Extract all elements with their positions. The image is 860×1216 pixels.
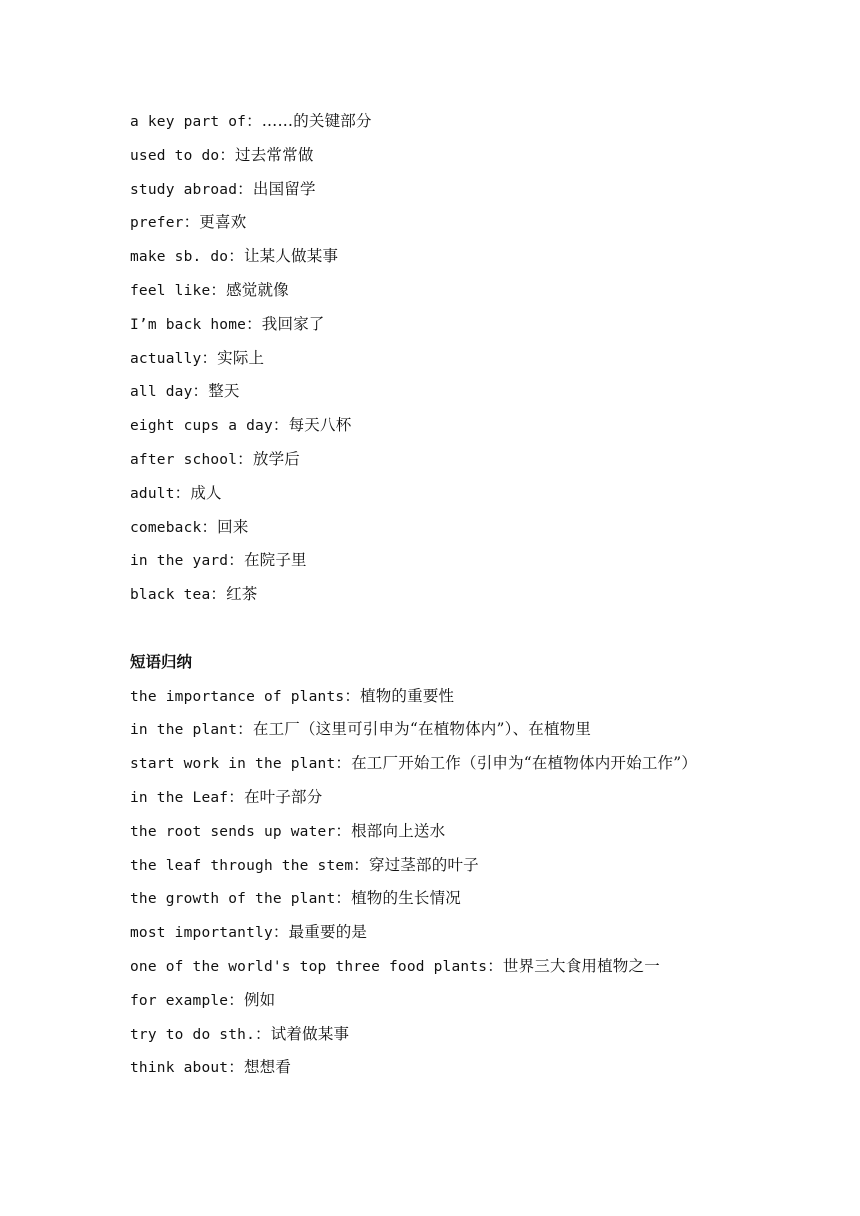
chinese-meaning: 感觉就像 (226, 280, 289, 299)
separator: ： (272, 416, 289, 435)
chinese-meaning: 世界三大食用植物之一 (502, 956, 660, 975)
english-phrase: comeback (130, 519, 202, 536)
chinese-meaning: 红茶 (226, 585, 258, 604)
list-item (130, 312, 820, 346)
list-item (130, 751, 820, 785)
separator: ： (228, 1058, 244, 1077)
list-item (130, 920, 820, 954)
list-item (130, 143, 820, 177)
chinese-meaning: 例如 (243, 990, 276, 1009)
list-item (130, 346, 820, 380)
document-page (130, 109, 820, 1089)
english-phrase: study abroad (130, 181, 238, 198)
chinese-meaning: 更喜欢 (199, 213, 247, 232)
vocabulary-list (130, 109, 820, 616)
list-item (130, 278, 820, 312)
separator: ： (237, 720, 253, 739)
english-phrase: eight cups a day (130, 418, 273, 435)
list-item (130, 853, 820, 887)
list-item (130, 548, 820, 582)
separator: ： (237, 179, 253, 198)
separator: ： (192, 382, 209, 401)
separator: ： (487, 956, 503, 975)
separator: ： (255, 1024, 271, 1043)
list-item (130, 1055, 820, 1089)
separator: ： (246, 314, 262, 333)
separator: ： (344, 686, 361, 705)
english-phrase: start work in the plant (130, 756, 336, 773)
chinese-meaning: 放学后 (252, 449, 300, 468)
list-item (130, 244, 820, 278)
separator: ： (246, 112, 262, 130)
english-phrase: after school (130, 451, 238, 468)
list-item (130, 582, 820, 616)
chinese-meaning: 整天 (208, 382, 240, 401)
separator: ： (210, 585, 227, 604)
list-item (130, 886, 820, 920)
list-item (130, 515, 820, 549)
list-item (130, 481, 820, 515)
list-item (130, 447, 820, 481)
section-gap (130, 616, 820, 650)
chinese-meaning: 回来 (217, 517, 249, 536)
separator: ： (228, 247, 244, 266)
chinese-meaning: 在工厂（这里可引申为“在植物体内”）、在植物里 (252, 720, 592, 739)
english-phrase: prefer (130, 215, 184, 232)
chinese-meaning: 在院子里 (243, 551, 307, 570)
chinese-meaning: 在工厂开始工作（引申为“在植物体内开始工作”） (351, 754, 698, 773)
english-phrase: all day (130, 384, 193, 401)
list-item (130, 413, 820, 447)
english-phrase: the leaf through the stem (130, 857, 354, 874)
chinese-meaning: ……的关键部分 (261, 112, 372, 130)
separator: ： (237, 449, 253, 468)
chinese-meaning: 出国留学 (252, 179, 316, 198)
list-item (130, 785, 820, 819)
chinese-meaning: 植物的生长情况 (351, 889, 461, 908)
separator: ： (174, 483, 191, 502)
chinese-meaning: 最重要的是 (288, 923, 368, 942)
english-phrase: make sb. do (130, 249, 229, 266)
english-phrase: black tea (130, 587, 211, 604)
list-item (130, 988, 820, 1022)
separator: ： (335, 889, 352, 908)
english-phrase: I’m back home (130, 316, 247, 333)
chinese-meaning: 让某人做某事 (243, 247, 339, 266)
separator: ： (335, 754, 352, 773)
list-item (130, 379, 820, 413)
english-phrase: try to do sth. (130, 1026, 256, 1043)
separator: ： (219, 145, 236, 164)
chinese-meaning: 在叶子部分 (243, 787, 323, 806)
separator: ： (228, 551, 244, 570)
list-item (130, 819, 820, 853)
chinese-meaning: 想想看 (243, 1058, 292, 1077)
english-phrase: one of the world's top three food plants (130, 958, 488, 975)
chinese-meaning: 根部向上送水 (351, 821, 446, 840)
english-phrase: a key part of (130, 114, 247, 130)
english-phrase: in the plant (130, 722, 238, 739)
separator: ： (201, 517, 218, 536)
english-phrase: used to do (130, 147, 220, 164)
section-heading: 短语归纳 (130, 652, 193, 671)
english-phrase: for example (130, 992, 229, 1009)
separator: ： (228, 787, 244, 806)
separator: ： (353, 855, 369, 874)
chinese-meaning: 试着做某事 (270, 1024, 350, 1043)
list-item (130, 684, 820, 718)
phrase-list (130, 684, 820, 1090)
list-item (130, 210, 820, 244)
separator: ： (228, 990, 244, 1009)
separator: ： (272, 923, 289, 942)
chinese-meaning: 植物的重要性 (360, 686, 455, 705)
english-phrase: the root sends up water (130, 823, 336, 840)
english-phrase: actually (130, 350, 202, 367)
list-item (130, 954, 820, 988)
separator: ： (210, 280, 227, 299)
chinese-meaning: 实际上 (217, 348, 265, 367)
english-phrase: the importance of plants (130, 688, 345, 705)
list-item (130, 1022, 820, 1056)
list-item (130, 109, 820, 143)
english-phrase: feel like (130, 282, 211, 299)
chinese-meaning: 每天八杯 (288, 416, 352, 435)
list-item (130, 717, 820, 751)
english-phrase: in the yard (130, 553, 229, 570)
english-phrase: in the Leaf (130, 789, 229, 806)
chinese-meaning: 成人 (190, 483, 222, 502)
list-item (130, 177, 820, 211)
english-phrase: the growth of the plant (130, 891, 336, 908)
english-phrase: think about (130, 1060, 229, 1077)
separator: ： (335, 821, 352, 840)
english-phrase: most importantly (130, 925, 273, 942)
chinese-meaning: 过去常常做 (235, 145, 314, 164)
chinese-meaning: 穿过茎部的叶子 (368, 855, 479, 874)
separator: ： (183, 213, 200, 232)
chinese-meaning: 我回家了 (261, 314, 325, 333)
english-phrase: adult (130, 485, 175, 502)
separator: ： (201, 348, 218, 367)
